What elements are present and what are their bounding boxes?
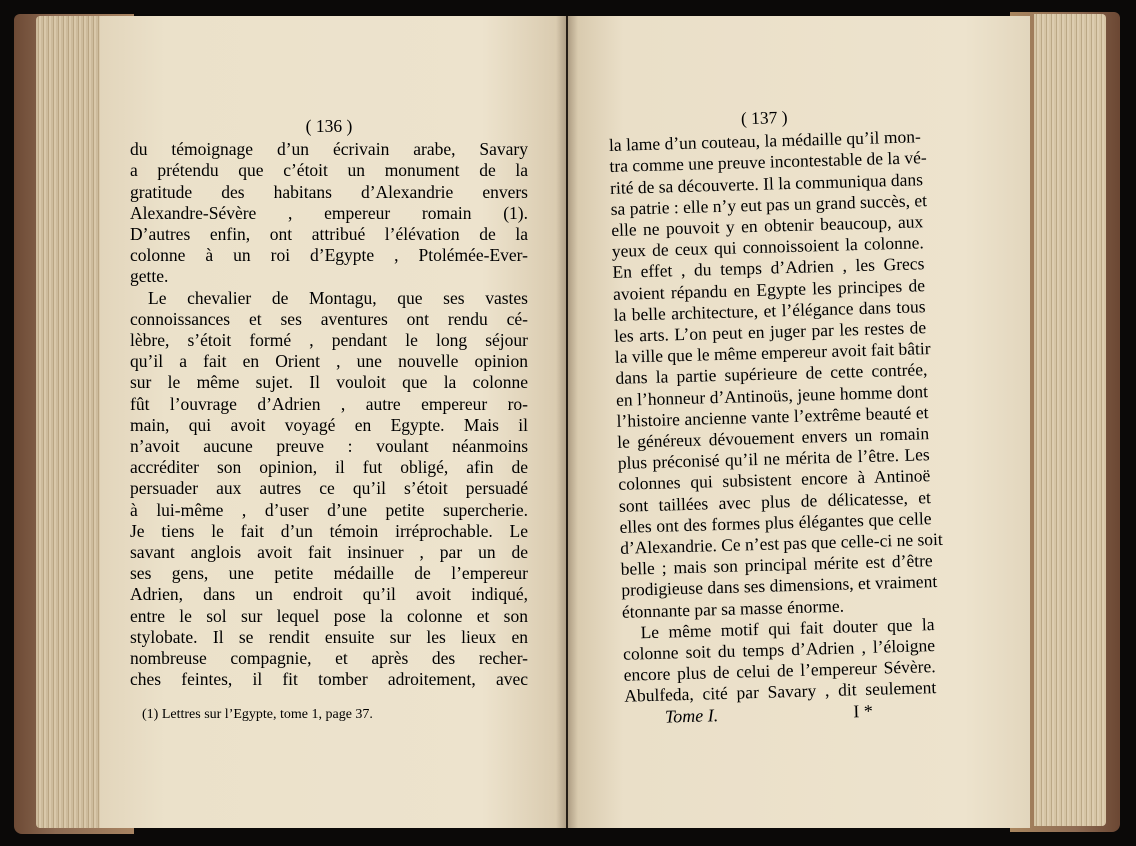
text-line: sur le même sujet. Il vouloit que la colonne [130,372,528,393]
text-line: elles ont des formes plus élégantes que celle [619,507,932,537]
text-line: n’avoit aucune preuve : voulant néanmoins [130,436,528,457]
text-line: tra comme une preuve incontestable de la vé- [609,147,927,177]
footnote: (1) Lettres sur l’Egypte, tome 1, page 37. [142,707,373,723]
text-line: elle ne pouvoit y en obtenir beaucoup, aux [611,211,924,240]
text-line: encore plus de celui de l’empereur Sévère. [623,656,936,686]
text-line: ches feintes, il fit tomber adroitement, avec [130,669,528,690]
text-line: savant anglois avoit fait insinuer , par un de [130,542,528,563]
text-line: l’histoire ancienne vante l’extrême beauté et [616,402,929,431]
text-line: belle ; mais son principal mérite est d’être [620,550,933,580]
text-line: fût l’ouvrage d’Adrien , autre empereur ro- [130,393,528,414]
page-number-right: ( 137 ) [740,106,788,129]
text-line: a prétendu que c’étoit un monument de la [130,160,528,181]
text-line: stylobate. Il se rendit ensuite sur les lieux en [130,626,528,647]
text-line: entre le sol sur lequel pose la colonne et son [130,605,528,626]
right-page-text [608,103,943,728]
text-line: qu’il a fait en Orient , une nouvelle opinion [130,351,528,372]
text-line: accréditer son opinion, il fut obligé, afin de [130,457,528,478]
page-edges-right [1034,14,1106,826]
text-line: Le chevalier de Montagu, que ses vastes [148,287,528,308]
text-line: gratitude des habitans d’Alexandrie envers [130,181,528,202]
text-line: la ville que le même empereur avoit fait bâtir [614,338,931,368]
text-line: Abulfeda, cité par Savary , dit seulement [624,677,937,707]
page-number-left: ( 136 ) [305,116,353,136]
text-line: sont taillées avec plus de délicatesse, et [618,486,932,516]
text-line: gette. [130,266,169,287]
text-line: dans la partie supérieure de cette contrée, [615,359,928,389]
text-line: prodigieuse dans ses dimensions, et vraiment [621,571,938,601]
text-line: Alexandre-Sévère , empereur romain (1). [130,202,528,223]
text-line: colonne soit du temps d’Adrien , l’éloigne [622,635,936,664]
text-line: ses gens, une petite médaille de l’empereur [130,563,528,584]
text-line: à lui-même , d’user d’une petite supercherie. [130,499,528,520]
text-line: plus préconisé qu’il ne mérita de l’être. Les [617,444,930,474]
text-line: colonnes qui subsistent encore à Antinoë [618,465,931,495]
text-line: rité de sa découverte. Il la communiqua dans [609,168,924,198]
text-line: sa patrie : elle n’y eut pas un grand succès, et [610,189,928,219]
signature-mark: I * [853,700,874,722]
text-line: nombreuse compagnie, et après des recher- [130,648,528,669]
text-line: yeux de ceux qui connoissoient la colonne. [611,232,925,262]
text-line: avoient répandu en Egypte les principes de [612,274,926,304]
text-line: colonne à un roi d’Egypte , Ptolémée-Ever- [130,245,528,266]
book-gutter [556,16,578,828]
volume-label: Tome I. [664,704,719,727]
text-line: d’Alexandrie. Ce n’est pas que celle-ci ne soit [619,528,943,558]
text-line: connoissances et ses aventures ont rendu cé- [130,308,528,329]
text-line: Adrien, dans un endroit qu’il avoit indiqué, [130,584,528,605]
text-line: D’autres enfin, ont attribué l’élévation de la [130,224,528,245]
page-edges-left [36,16,106,828]
text-line: la belle architecture, et l’élégance dans tous [613,296,926,325]
text-line: Je tiens le fait d’un témoin irréprochable. Le [130,520,528,541]
text-line: En effet , du temps d’Adrien , les Grecs [612,253,925,283]
text-line: Le même motif qui fait douter que la [640,613,935,643]
text-line: du témoignage d’un écrivain arabe, Savary [130,139,528,160]
text-line: en l’honneur d’Antinoüs, jeune homme dont [615,380,929,410]
text-line: lèbre, s’étoit formé , pendant le long séjour [130,330,528,351]
text-line: les arts. L’on peut en juger par les restes de [613,317,927,346]
text-line: main, qui avoit voyagé en Egypte. Mais il [130,414,528,435]
left-page-text [130,116,528,726]
text-line: persuader aux autres ce qu’il s’étoit persuadé [130,478,528,499]
text-line: étonnante par sa masse énorme. [621,595,845,622]
text-line: la lame d’un couteau, la médaille qu’il mon- [608,126,922,156]
text-line: le généreux dévouement envers un romain [616,423,930,452]
